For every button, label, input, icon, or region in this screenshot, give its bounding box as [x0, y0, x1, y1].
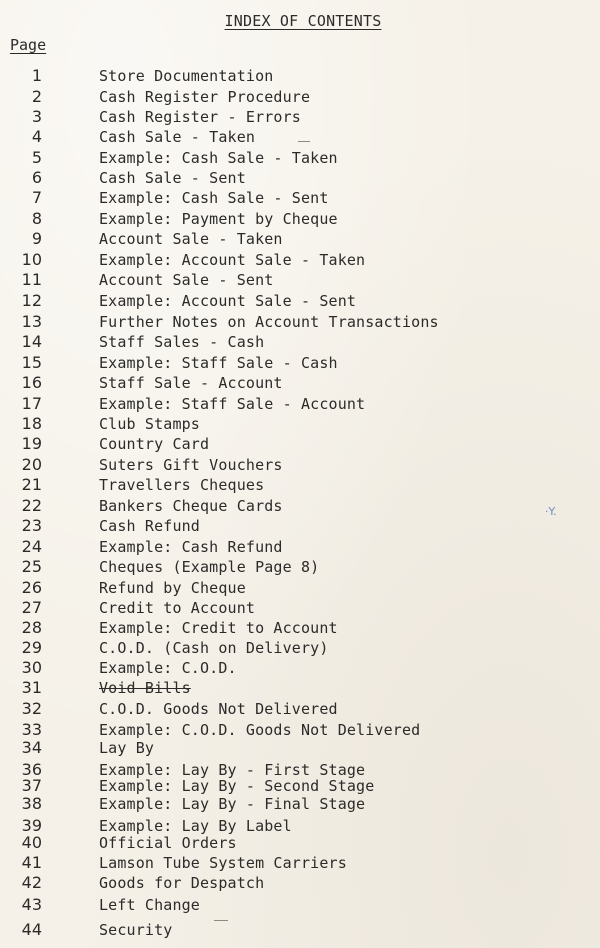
entry-page-number: 1 [31, 66, 42, 85]
entry-page-number: 18 [21, 414, 42, 433]
entry-title: Lamson Tube System Carriers [99, 854, 347, 872]
entry-title: Example: C.O.D. Goods Not Delivered [99, 721, 421, 739]
entry-title: Suters Gift Vouchers [99, 456, 283, 474]
entry-page-number: 44 [21, 920, 42, 939]
entry-title: Example: Payment by Cheque [99, 210, 338, 228]
entry-title: Refund by Cheque [99, 579, 246, 597]
entry-page-number: 26 [21, 578, 42, 597]
entry-page-number: 10 [21, 250, 42, 269]
margin-pen-mark: ·Y. [545, 505, 557, 518]
entry-title: Example: C.O.D. [99, 659, 237, 677]
entry-page-number: 39 [21, 816, 42, 835]
entry-page-number: 5 [31, 148, 42, 167]
index-entry [0, 188, 600, 208]
index-entry [0, 738, 600, 758]
entry-title: Bankers Cheque Cards [99, 497, 283, 515]
index-entry [0, 353, 600, 373]
entry-title: Country Card [99, 435, 210, 453]
entry-page-number: 38 [21, 794, 42, 813]
index-entry [0, 853, 600, 873]
page-title-text: INDEX OF CONTENTS [224, 12, 382, 30]
entry-title: Example: Account Sale - Taken [99, 251, 366, 269]
entry-page-number: 32 [21, 699, 42, 718]
entry-page-number: 20 [21, 455, 42, 474]
entry-page-number: 27 [21, 598, 42, 617]
entry-page-number: 30 [21, 658, 42, 677]
entry-title: C.O.D. Goods Not Delivered [99, 700, 338, 718]
entry-title: Example: Staff Sale - Cash [99, 354, 338, 372]
index-entry [0, 127, 600, 147]
index-entry [0, 895, 600, 915]
entry-page-number: 43 [21, 895, 42, 914]
stray-pen-mark [298, 141, 310, 142]
index-entry [0, 557, 600, 577]
index-entry [0, 794, 600, 814]
entry-page-number: 31 [21, 678, 42, 697]
entry-page-number: 40 [21, 833, 42, 852]
entry-title: Lay By [99, 739, 155, 757]
entry-page-number: 22 [21, 496, 42, 515]
entry-page-number: 33 [21, 720, 42, 739]
index-entry [0, 720, 600, 740]
index-entry [0, 678, 600, 698]
index-entry [0, 250, 600, 270]
index-entry [0, 209, 600, 229]
entry-title: Travellers Cheques [99, 476, 265, 494]
index-entry [0, 638, 600, 658]
entry-title: Official Orders [99, 834, 237, 852]
entry-title: Cash Register Procedure [99, 88, 311, 106]
page-title [0, 12, 600, 30]
entry-title: Example: Credit to Account [99, 619, 338, 637]
entry-title: Club Stamps [99, 415, 200, 433]
entry-page-number: 28 [21, 618, 42, 637]
index-entry [0, 332, 600, 352]
index-entry [0, 658, 600, 678]
entry-title: Example: Cash Sale - Taken [99, 149, 338, 167]
entry-page-number: 19 [21, 434, 42, 453]
index-entry [0, 291, 600, 311]
index-entry [0, 699, 600, 719]
entry-title: Further Notes on Account Transactions [99, 313, 439, 331]
entry-page-number: 4 [31, 127, 42, 146]
entry-title: Void Bills [99, 679, 191, 697]
page-column-header: Page [10, 36, 47, 54]
entry-title: Goods for Despatch [99, 874, 265, 892]
entry-page-number: 24 [21, 537, 42, 556]
entry-page-number: 6 [31, 168, 42, 187]
entry-page-number: 41 [21, 853, 42, 872]
entry-title: Cash Sale - Taken [99, 128, 256, 146]
entry-title: Staff Sale - Account [99, 374, 283, 392]
entry-title: Cash Refund [99, 517, 200, 535]
entry-page-number: 25 [21, 557, 42, 576]
index-entry [0, 496, 600, 516]
entry-page-number: 17 [21, 394, 42, 413]
entry-title: Cash Register - Errors [99, 108, 301, 126]
index-entry [0, 920, 600, 940]
index-entry [0, 107, 600, 127]
entry-page-number: 7 [31, 188, 42, 207]
entry-page-number: 42 [21, 873, 42, 892]
index-entry [0, 598, 600, 618]
index-entry [0, 516, 600, 536]
index-entry [0, 455, 600, 475]
entry-title: Example: Account Sale - Sent [99, 292, 357, 310]
entry-page-number: 37 [21, 776, 42, 795]
index-entry [0, 873, 600, 893]
entry-page-number: 16 [21, 373, 42, 392]
entry-page-number: 13 [21, 312, 42, 331]
entry-title: Store Documentation [99, 67, 274, 85]
index-entry [0, 618, 600, 638]
entry-page-number: 9 [31, 229, 42, 248]
entry-title: Credit to Account [99, 599, 256, 617]
entry-title: Account Sale - Sent [99, 271, 274, 289]
entry-title: Example: Cash Sale - Sent [99, 189, 329, 207]
index-entry [0, 776, 600, 796]
entry-page-number: 2 [31, 87, 42, 106]
index-entry [0, 66, 600, 86]
entry-page-number: 3 [31, 107, 42, 126]
index-entry [0, 537, 600, 557]
entry-page-number: 14 [21, 332, 42, 351]
index-entry [0, 578, 600, 598]
entry-title: Staff Sales - Cash [99, 333, 265, 351]
entry-title: C.O.D. (Cash on Delivery) [99, 639, 329, 657]
index-entry [0, 394, 600, 414]
entry-title: Example: Staff Sale - Account [99, 395, 366, 413]
entry-page-number: 11 [21, 270, 42, 289]
entry-page-number: 23 [21, 516, 42, 535]
entry-page-number: 34 [21, 738, 42, 757]
stray-pen-mark [214, 920, 228, 921]
entry-title: Account Sale - Taken [99, 230, 283, 248]
index-entry [0, 414, 600, 434]
index-entry [0, 475, 600, 495]
index-entry [0, 312, 600, 332]
entry-title: Example: Cash Refund [99, 538, 283, 556]
index-entry [0, 148, 600, 168]
entry-page-number: 36 [21, 760, 42, 779]
entry-title: Example: Lay By - Second Stage [99, 777, 375, 795]
index-entry [0, 270, 600, 290]
index-entry [0, 373, 600, 393]
index-entry [0, 833, 600, 853]
entry-page-number: 15 [21, 353, 42, 372]
entry-page-number: 8 [31, 209, 42, 228]
entry-title: Cheques (Example Page 8) [99, 558, 320, 576]
index-entry [0, 229, 600, 249]
entry-title: Example: Lay By - First Stage [99, 761, 366, 779]
entry-title: Security [99, 921, 173, 939]
entry-title: Example: Lay By Label [99, 817, 292, 835]
entry-title: Left Change [99, 896, 200, 914]
entry-title: Cash Sale - Sent [99, 169, 246, 187]
entry-page-number: 12 [21, 291, 42, 310]
index-entry [0, 168, 600, 188]
entry-page-number: 29 [21, 638, 42, 657]
index-entry [0, 434, 600, 454]
entry-title: Example: Lay By - Final Stage [99, 795, 366, 813]
entry-page-number: 21 [21, 475, 42, 494]
index-entry [0, 87, 600, 107]
